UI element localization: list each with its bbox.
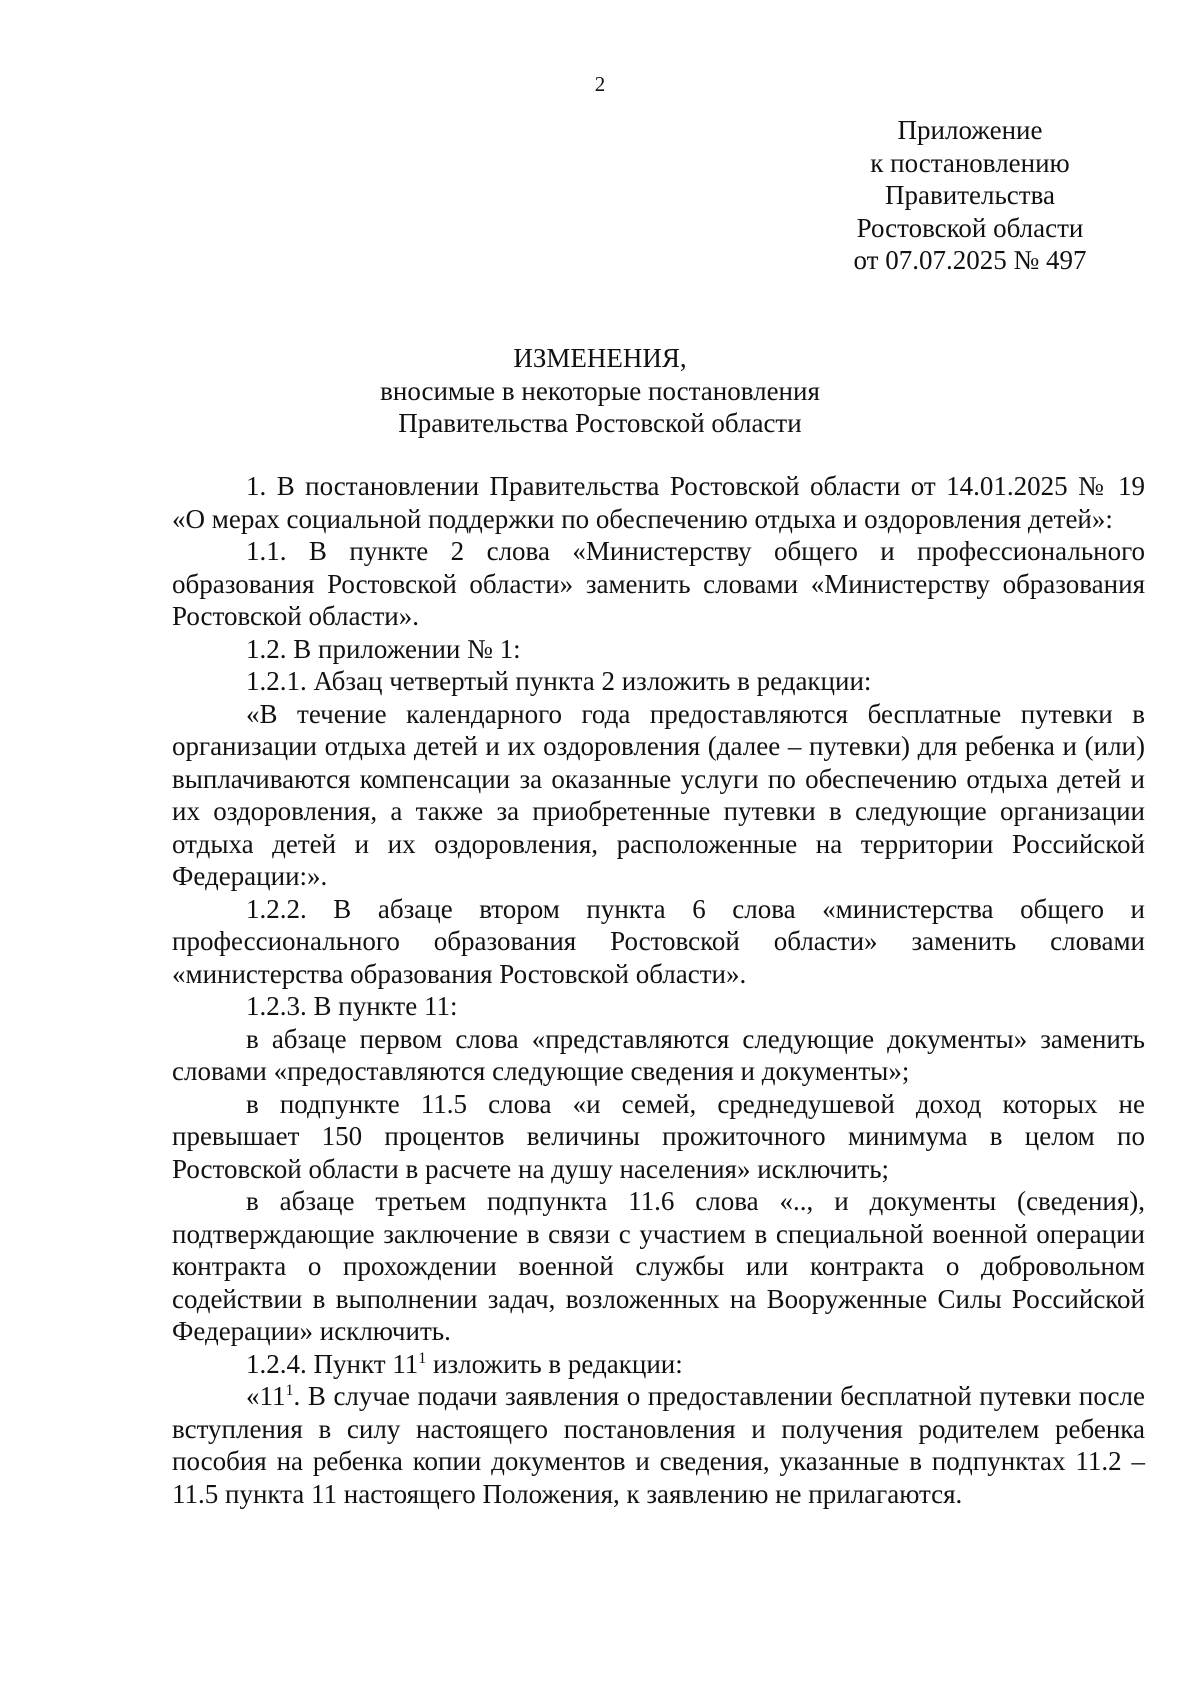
- page-number: 2: [594, 72, 606, 96]
- document-body: [172, 470, 1145, 1510]
- text-run: 1.2.4. Пункт 11: [246, 1348, 419, 1379]
- paragraph-1-2-2: 1.2.2. В абзаце втором пункта 6 слова «министерства общего и профессионального образования Ростовской области» заменить словами «министерства образования Ростовской области».: [172, 893, 1145, 989]
- paragraph-1-2: 1.2. В приложении № 1:: [246, 633, 521, 664]
- quoted-paragraph-11-1: [172, 1380, 1145, 1510]
- text-run: «11: [246, 1381, 286, 1411]
- quoted-paragraph: «В течение календарного года предоставляются бесплатные путевки в организации отдыха детей и их оздоровления (далее – путевки) для ребенка и (или) выплачиваются компенсации за оказанные услуги по обеспечению отдыха детей и их оздоровления, а также за приобретенные путевки в следующие организации отдыха детей и их оздоровления, расположенные на территории Российской Федерации:».: [172, 698, 1145, 891]
- appendix-date-number: от 07.07.2025 № 497: [853, 245, 1087, 275]
- appendix-block: [820, 114, 1120, 277]
- title-subtitle-line: Правительства Ростовской области: [398, 408, 802, 438]
- superscript-mark: 1: [418, 1349, 427, 1367]
- superscript-mark: 1: [285, 1382, 294, 1399]
- text-run: . В случае подачи заявления о предоставлении бесплатной путевки после вступления в силу настоящего постановления и получения родителем ребенка пособия на ребенка копии документов и сведения, указанные в подпунктах 11.2 – 11.5 пункта 11 настоящего Положения, к заявлению не прилагаются.: [172, 1381, 1145, 1509]
- appendix-line: Ростовской области: [856, 212, 1084, 243]
- paragraph-1-1: 1.1. В пункте 2 слова «Министерству общего и профессионального образования Ростовской области» заменить словами «Министерству образования Ростовской области».: [172, 536, 1145, 631]
- title-heading: ИЗМЕНЕНИЯ,: [513, 343, 687, 373]
- amendment-paragraph: в абзаце третьем подпункта 11.6 слова «.., и документы (сведения), подтверждающие заключение в связи с участием в специальной военной операции контракта о прохождении военной службы или контракта о добровольном содействии в выполнении задач, возложенных на Вооруженные Силы Российской Федерации» исключить.: [172, 1186, 1145, 1346]
- paragraph-1-2-1: 1.2.1. Абзац четвертый пункта 2 изложить в редакции:: [246, 666, 872, 696]
- paragraph-1: 1. В постановлении Правительства Ростовской области от 14.01.2025 № 19 «О мерах социальной поддержки по обеспечению отдыха и оздоровления детей»:: [172, 471, 1145, 534]
- title-subtitle-line: вносимые в некоторые постановления: [380, 375, 820, 406]
- paragraph-1-2-3: 1.2.3. В пункте 11:: [246, 991, 458, 1021]
- appendix-line: Приложение: [897, 115, 1043, 145]
- amendment-paragraph: в абзаце первом слова «представляются следующие документы» заменить словами «предоставляются следующие сведения и документы»;: [172, 1023, 1145, 1086]
- paragraph-1-2-4: [172, 1348, 1145, 1381]
- appendix-line: к постановлению: [870, 147, 1070, 178]
- amendment-paragraph: в подпункте 11.5 слова «и семей, среднедушевой доход которых не превышает 150 процентов величины прожиточного минимума в целом по Ростовской области в расчете на душу населения» исключить;: [172, 1088, 1145, 1184]
- document-title: [0, 342, 1200, 440]
- text-run: изложить в редакции:: [426, 1348, 683, 1379]
- appendix-line: Правительства: [885, 180, 1055, 210]
